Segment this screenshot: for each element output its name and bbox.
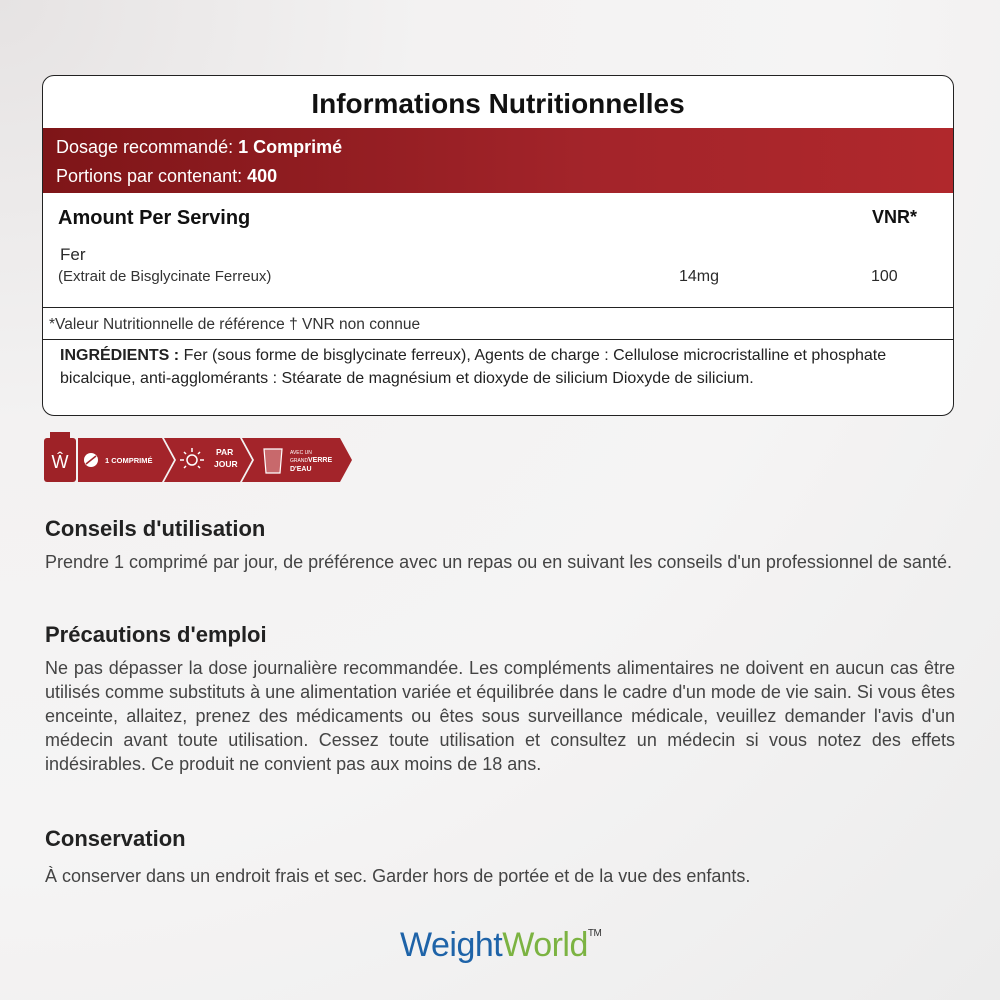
section-text: À conserver dans un endroit frais et sec. Garder hors de portée et de la vue des enfants.	[45, 866, 751, 886]
svg-text:Ŵ: Ŵ	[51, 452, 69, 472]
water-text-3: VERRE	[308, 457, 333, 464]
table-title: Informations Nutritionnelles	[311, 88, 685, 119]
section-title: Précautions d'emploi	[45, 622, 267, 647]
water-text-4: D'EAU	[290, 466, 312, 473]
nutrition-facts-table	[42, 75, 954, 416]
water-text-2: GRAND	[290, 458, 309, 464]
freq-text-1: PAR	[216, 447, 234, 457]
nutrient-source: (Extrait de Bisglycinate Ferreux)	[58, 268, 272, 285]
footnote: *Valeur Nutritionnelle de référence † VNR non connue	[43, 308, 953, 340]
amount-header: Amount Per Serving	[58, 207, 251, 229]
section-text: Prendre 1 comprimé par jour, de préférence avec un repas ou en suivant les conseils d'un professionnel de santé.	[45, 552, 952, 572]
section-title: Conservation	[45, 826, 186, 851]
water-text-1: AVEC UN	[290, 450, 312, 456]
storage-section	[45, 826, 955, 888]
day-segment	[164, 438, 252, 482]
amount-section	[43, 193, 953, 308]
weightworld-logo	[400, 926, 601, 965]
portions-value: 400	[247, 166, 278, 186]
dosage-label: Dosage recommandé:	[56, 137, 234, 157]
portions-label: Portions par contenant:	[56, 166, 243, 186]
dose-text: 1 COMPRIMÉ	[105, 456, 153, 465]
logo-part-weight: Weight	[400, 926, 503, 964]
ingredients-label: INGRÉDIENTS :	[60, 347, 180, 364]
section-title: Conseils d'utilisation	[45, 516, 266, 541]
ingredients	[43, 340, 953, 390]
freq-text-2: JOUR	[214, 459, 238, 469]
precautions-section	[45, 622, 955, 776]
vnr-header: VNR*	[871, 207, 917, 227]
logo-part-world: World	[502, 926, 588, 964]
nutrient-amount: 14mg	[679, 268, 720, 285]
ingredients-text: Fer (sous forme de bisglycinate ferreux), Agents de charge : Cellulose microcristalline et phosphate bicalcique, anti-agglomérants : Stéarate de magnésium et dioxyde de silicium Dioxyde de silicium.	[60, 347, 887, 387]
glass-icon	[264, 449, 282, 473]
section-text: Ne pas dépasser la dose journalière recommandée. Les compléments alimentaires ne doivent en aucun cas être utilisés comme substituts à une alimentation variée et équilibrée dans le cadre d'un mode de vie sain. Si vous êtes enceinte, allaitez, prenez des médicaments ou êtes sous surveillance médicale, veuillez demander l'avis d'un médecin avant toute utilisation. Cessez toute utilisation et consultez un médecin si vous notez des effets indésirables. Ce produit ne convient pas aux moins de 18 ans.	[45, 658, 955, 774]
usage-icons-strip	[44, 432, 354, 482]
logo-trademark: TM	[587, 928, 602, 939]
nutrient-name: Fer	[60, 245, 86, 264]
serving-info-band	[43, 128, 953, 193]
dosage-value: 1 Comprimé	[238, 137, 343, 157]
nutrient-vnr: 100	[871, 268, 898, 285]
usage-section	[45, 516, 955, 574]
